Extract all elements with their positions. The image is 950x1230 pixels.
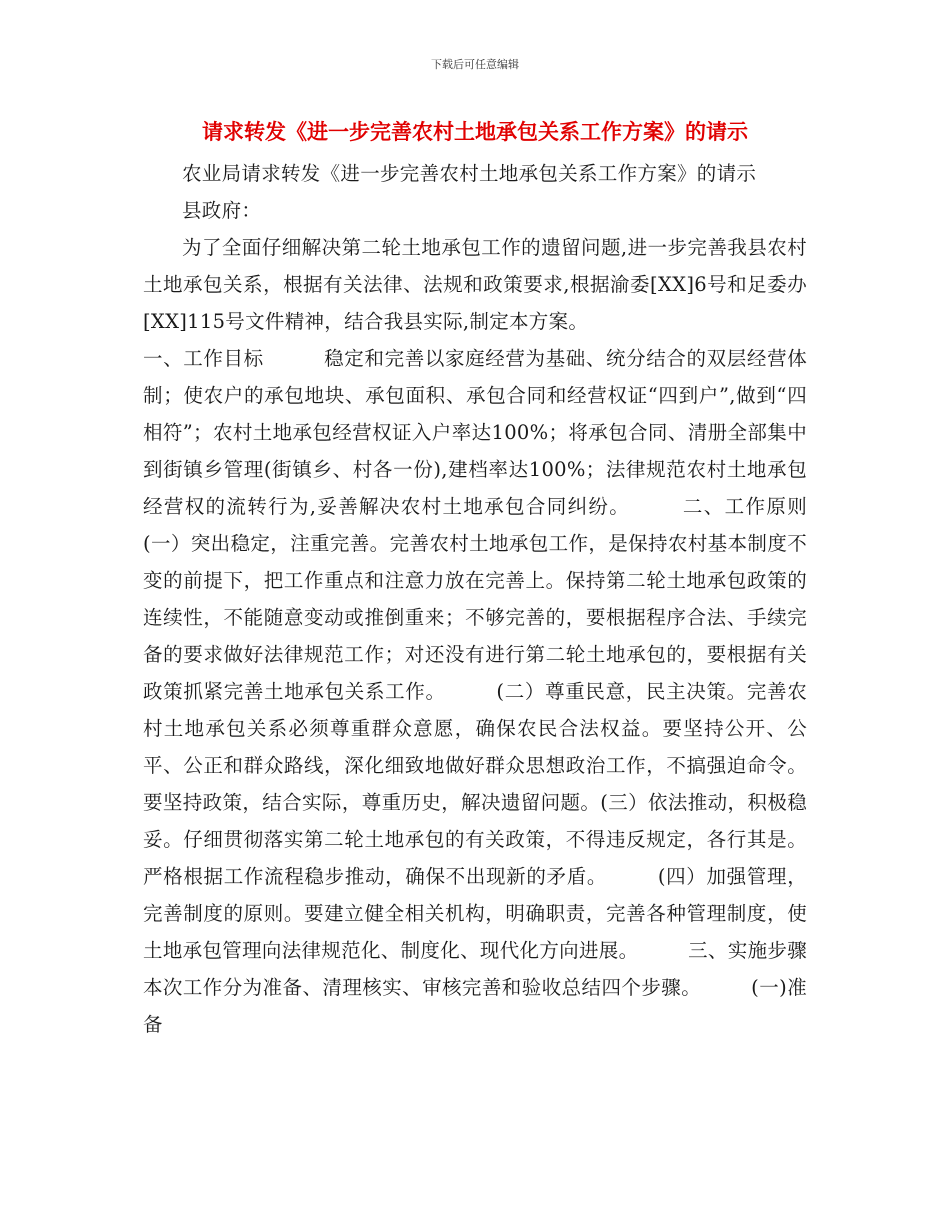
document-title: 请求转发《进一步完善农村土地承包关系工作方案》的请示	[202, 120, 748, 144]
intro-paragraph: 为了全面仔细解决第二轮土地承包工作的遗留问题,进一步完善我县农村土地承包关系，根据有关法律、法规和政策要求,根据渝委[XX]6号和足委办[XX]115号文件精神，结合我县实际,制定本方案。	[143, 236, 807, 333]
document-body	[143, 155, 867, 1043]
page-header-note: 下载后可任意编辑	[431, 58, 519, 71]
salutation: 县政府：	[182, 199, 262, 222]
main-text-paragraph: 一、工作目标 稳定和完善以家庭经营为基础、统分结合的双层经营体制；使农户的承包地块、承包面积、承包合同和经营权证“四到户”,做到“四相符”；农村土地承包经营权证入户率达100%；将承包合同、清册全部集中到街镇乡管理(街镇乡、村各一份),建档率达100%；法律规范农村土地承包经营权的流转行为,妥善解决农村土地承包合同纠纷。 二、工作原则 (一）突出稳定，注重完善。完善农村土地承包工作，是保持农村基本制度不变的前提下，把工作重点和注意力放在完善上。保持第二轮土地承包政策的连续性，不能随意变动或推倒重来；不够完善的，要根据程序合法、手续完备的要求做好法律规范工作；对还没有进行第二轮土地承包的，要根据有关政策抓紧完善土地承包关系工作。 (二）尊重民意，民主决策。完善农村土地承包关系必须尊重群众意愿，确保农民合法权益。要坚持公开、公平、公正和群众路线，深化细致地做好群众思想政治工作，不搞强迫命令。要坚持政策，结合实际，尊重历史，解决遗留问题。(三）依法推动，积极稳妥。仔细贯彻落实第二轮土地承包的有关政策，不得违反规定，各行其是。严格根据工作流程稳步推动，确保不出现新的矛盾。 (四）加强管理，完善制度的原则。要建立健全相关机构，明确职责，完善各种管理制度，使土地承包管理向法律规范化、制度化、现代化方向进展。 三、实施步骤 本次工作分为准备、清理核实、审核完善和验收总结四个步骤。 (一)准备	[143, 347, 867, 1036]
document-subtitle: 农业局请求转发《进一步完善农村土地承包关系工作方案》的请示	[182, 162, 757, 185]
